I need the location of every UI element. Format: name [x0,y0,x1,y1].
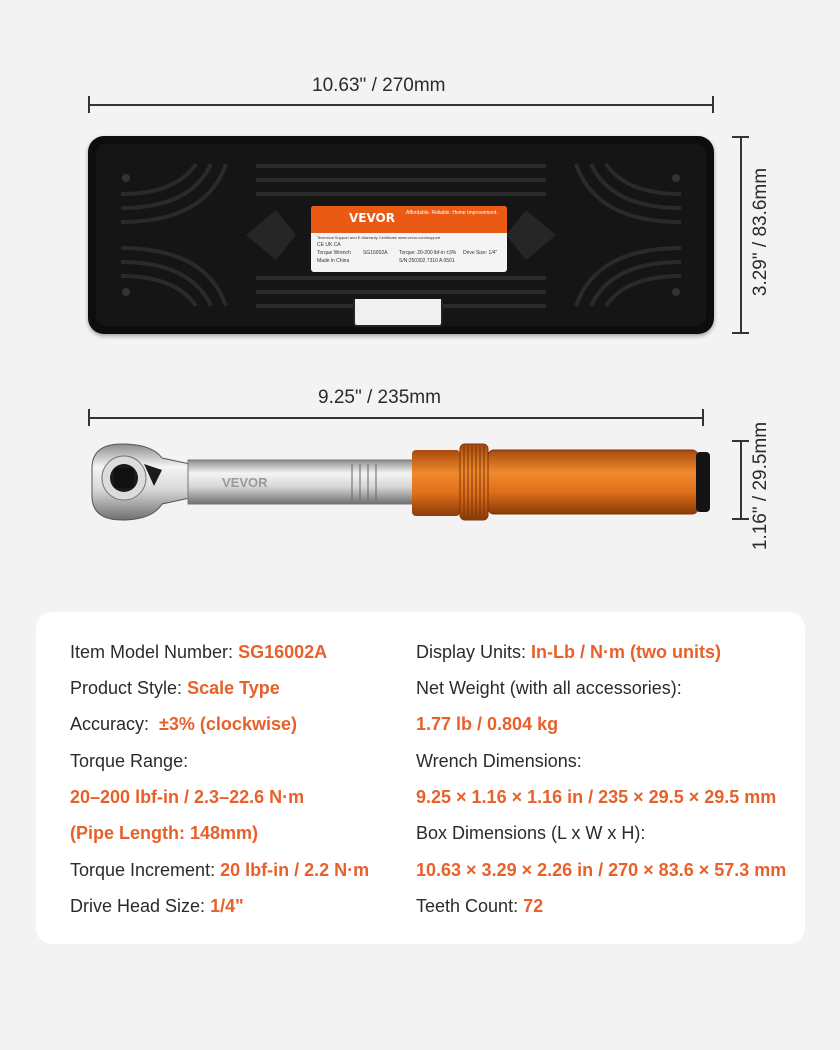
spec-pipe-length: (Pipe Length: 148mm) [70,823,259,843]
box-height-tick-bottom [732,332,749,334]
wrench-length-label: 9.25" / 235mm [318,387,441,408]
wrench-height-label: 1.16" / 29.5mm [750,421,771,551]
spec-model [70,641,327,663]
wrench-brand: VEVOR [222,475,268,490]
spec-range-value: 20–200 lbf-in / 2.3–22.6 N·m [70,787,305,807]
box-length-tick-right [712,96,714,113]
case-latch [353,299,443,327]
box-height-tick-top [732,136,749,138]
wrench-height-tick-bottom [732,518,749,520]
spec-model-value: SG16002A [238,642,328,662]
case-support: Technical Support and E-Warranty Certificate www.vevor.com/support [317,235,441,240]
case-torque: Torque: 20-200 lbf-in ±3% [399,250,457,256]
spec-increment-value: 20 lbf-in / 2.2 N·m [220,860,370,880]
spec-model-key: Item Model Number: [70,642,239,662]
spec-accuracy-value: ±3% (clockwise) [159,714,297,734]
spec-drive [70,895,244,917]
spec-wrench-dim-value: 9.25 × 1.16 × 1.16 in / 235 × 29.5 × 29.5 mm [416,787,777,807]
torque-wrench [82,438,714,524]
spec-weight-key: Net Weight (with all accessories): [416,678,682,698]
spec-increment [70,859,369,881]
spec-style-value: Scale Type [187,678,280,698]
wrench-height-tick-top [732,440,749,442]
spec-style [70,677,280,699]
spec-drive-value: 1/4" [210,896,244,916]
spec-teeth-value: 72 [523,896,544,916]
box-length-label: 10.63" / 270mm [312,75,446,96]
wrench-length-tick-right [702,409,704,426]
case-drive: Drive Size: 1/4" [463,250,498,256]
case-product: Torque Wrench [317,250,351,256]
case-brand-logo: VEVOR [349,211,396,225]
spec-units [416,641,721,663]
case-origin: Made in China [317,258,350,264]
spec-increment-key: Torque Increment: [70,860,221,880]
spec-weight-value: 1.77 lb / 0.804 kg [416,714,559,734]
case-tagline: Affordable. Reliable. Home Improvement. [406,210,498,216]
spec-accuracy [70,713,297,735]
spec-teeth [416,895,543,917]
case-certs: CE UK CA [317,242,341,248]
wrench-length-line [88,417,704,419]
box-length-line [88,104,714,106]
box-length-tick-left [88,96,90,113]
box-height-line [740,136,742,334]
spec-wrench-dim-key: Wrench Dimensions: [416,751,582,771]
box-height-label: 3.29" / 83.6mm [750,167,771,297]
wrench-height-line [740,440,742,520]
case-serial: S/N:250302 7310 A 0501 [399,258,455,264]
spec-style-key: Product Style: [70,678,188,698]
spec-drive-key: Drive Head Size: [70,896,211,916]
case-model: SG16002A [363,250,388,256]
case-label [311,206,507,272]
spec-box-dim-key: Box Dimensions (L x W x H): [416,823,646,843]
spec-teeth-key: Teeth Count: [416,896,524,916]
spec-units-key: Display Units: [416,642,532,662]
spec-units-value: In-Lb / N·m (two units) [531,642,721,662]
spec-range-key: Torque Range: [70,751,189,771]
spec-accuracy-key: Accuracy: [70,714,160,734]
wrench-length-tick-left [88,409,90,426]
spec-box-dim-value: 10.63 × 3.29 × 2.26 in / 270 × 83.6 × 57.3 mm [416,860,787,880]
